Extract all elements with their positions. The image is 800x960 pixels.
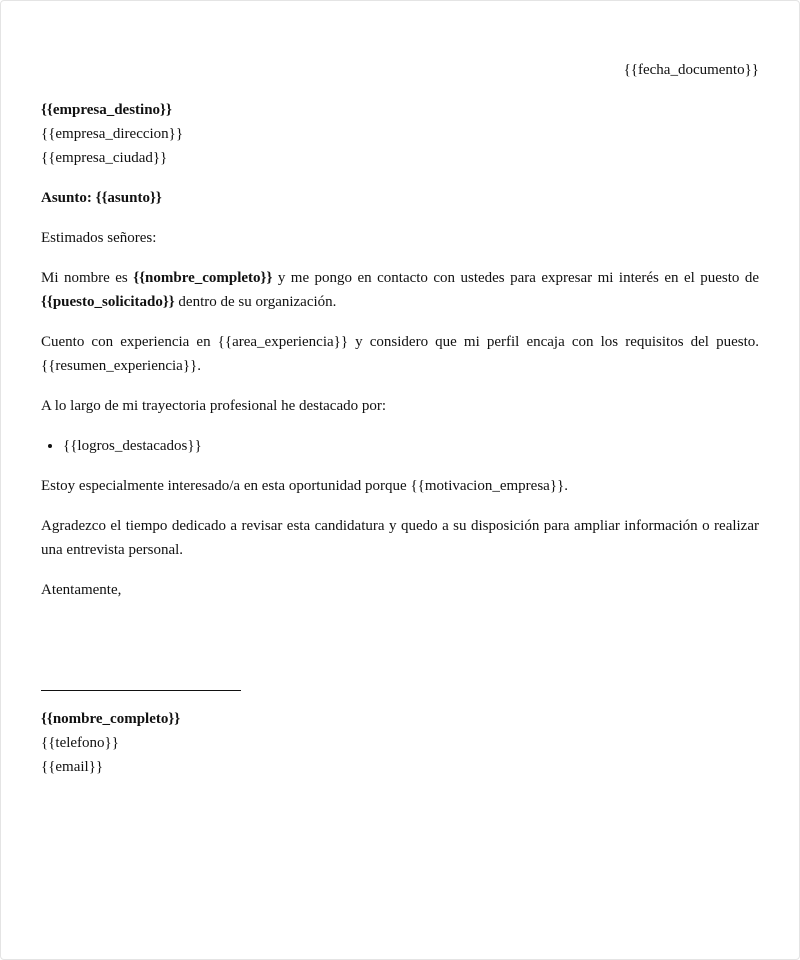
achievements-list xyxy=(41,434,759,458)
intro-name: {{nombre_completo}} xyxy=(133,270,273,286)
document-date: {{fecha_documento}} xyxy=(623,62,759,78)
paragraph-experience: Cuento con experiencia en {{area_experiencia}} y considero que mi perfil encaja con los requisitos del puesto. {{resumen_experiencia}}. xyxy=(41,334,759,374)
subject-line xyxy=(41,186,759,210)
greeting: Estimados señores: xyxy=(41,230,157,246)
intro-text-3: dentro de su organización. xyxy=(174,294,337,310)
intro-text-1: Mi nombre es xyxy=(41,270,134,286)
signature-line xyxy=(41,690,241,691)
recipient-address: {{empresa_direccion}} xyxy=(41,126,184,142)
paragraph-introduction xyxy=(41,266,759,314)
closing: Atentamente, xyxy=(41,582,122,598)
list-item: • {{logros_destacados}} xyxy=(63,434,759,458)
paragraph-trajectory: A lo largo de mi trayectoria profesional he destacado por: xyxy=(41,398,387,414)
paragraph-thanks: Agradezco el tiempo dedicado a revisar esta candidatura y quedo a su disposición para ampliar información o realizar una entrevista personal. xyxy=(41,518,759,558)
signature-email: {{email}} xyxy=(41,759,104,775)
recipient-company: {{empresa_destino}} xyxy=(41,102,172,118)
subject-value: {{asunto}} xyxy=(95,190,162,206)
recipient-city: {{empresa_ciudad}} xyxy=(41,150,168,166)
intro-position: {{puesto_solicitado}} xyxy=(41,294,175,310)
signature-block xyxy=(41,707,759,779)
intro-text-2: y me pongo en contacto con ustedes para expresar mi interés en el puesto de xyxy=(272,270,759,286)
paragraph-motivation: Estoy especialmente interesado/a en esta oportunidad porque {{motivacion_empresa}}. xyxy=(41,478,568,494)
signature-name: {{nombre_completo}} xyxy=(41,711,181,727)
signature-phone: {{telefono}} xyxy=(41,735,119,751)
signature-space xyxy=(41,602,759,690)
recipient-block xyxy=(41,98,759,170)
subject-label: Asunto: xyxy=(41,190,92,206)
